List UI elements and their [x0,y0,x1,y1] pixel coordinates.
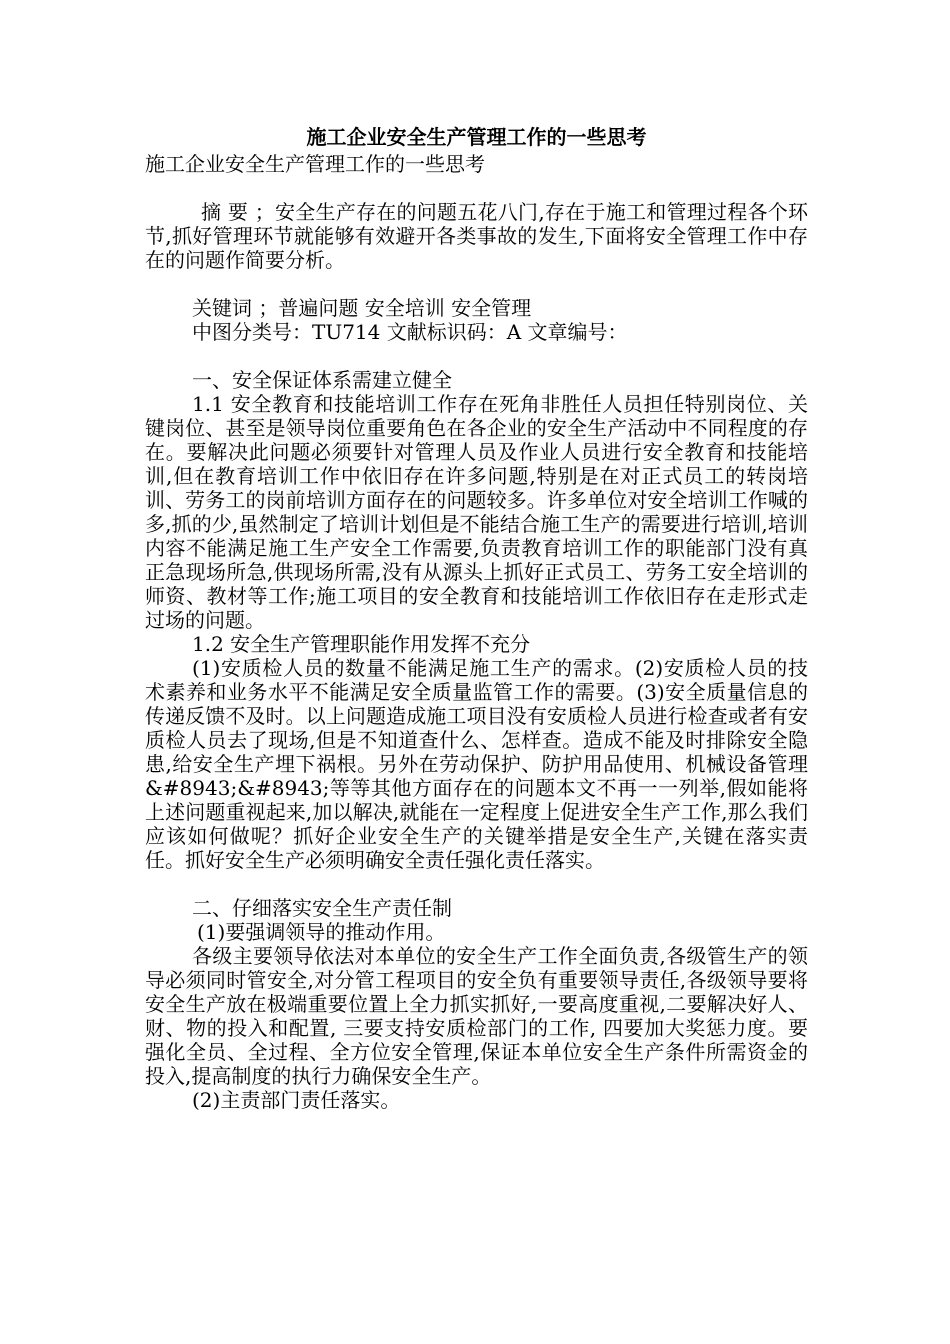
section-2-1-paragraph: 各级主要领导依法对本单位的安全生产工作全面负责,各级管生产的领导必须同时管安全,对分管工程项目的安全负有重要领导责任,各级领导要将安全生产放在极端重要位置上全力抓实抓好,一要高度重视,二要解决好人、财、物的投入和配置, 三要支持安质检部门的工作, 四要加大奖惩力度。要强化全员、全过程、全方位安全管理,保证本单位安全生产条件所需资金的投入,提高制度的执行力确保安全生产。 [145,944,808,1088]
section-2-1-heading: (1)要强调领导的推动作用。 [197,920,446,944]
spacer [145,872,808,896]
section-1-2-paragraph: (1)安质检人员的数量不能满足施工生产的需求。(2)安质检人员的技术素养和业务水平不能满足安全质量监管工作的需要。(3)安全质量信息的传递反馈不及时。以上问题造成施工项目没有安质检人员进行检查或者有安质检人员去了现场,但是不知道查什么、怎样查。造成不能及时排除安全隐患,给安全生产埋下祸根。另外在劳动保护、防护用品使用、机械设备管理&#8943;&#8943;等等其他方面存在的问题本文不再一一列举,假如能将上述问题重视起来,加以解决,就能在一定程度上促进安全生产工作,那么我们应该如何做呢？抓好企业安全生产的关键举措是安全生产,关键在落实责任。抓好安全生产必须明确安全责任强化责任落实。 [145,656,808,872]
spacer [145,344,808,368]
section-2-2-heading: (2)主责部门责任落实。 [192,1088,401,1112]
document-title: 施工企业安全生产管理工作的一些思考 [306,125,647,149]
section-1-1-paragraph: 1.1 安全教育和技能培训工作存在死角非胜任人员担任特别岗位、关键岗位、甚至是领导岗位重要角色在各企业的安全生产活动中不同程度的存在。要解决此问题必须要针对管理人员及作业人员进行安全教育和技能培训,但在教育培训工作中依旧存在许多问题,特别是在对正式员工的转岗培训、劳务工的岗前培训方面存在的问题较多。许多单位对安全培训工作喊的多,抓的少,虽然制定了培训计划但是不能结合施工生产的需要进行培训,培训内容不能满足施工生产安全工作需要,负责教育培训工作的职能部门没有真正急现场所急,供现场所需,没有从源头上抓好正式员工、劳务工安全培训的师资、教材等工作;施工项目的安全教育和技能培训工作依旧存在走形式走过场的问题。 [145,392,808,632]
classification-line: 中图分类号：TU714 文献标识码：A 文章编号： [192,320,628,344]
abstract-paragraph: 摘 要 ；安全生产存在的问题五花八门,存在于施工和管理过程各个环节,抓好管理环节就能够有效避开各类事故的发生,下面将安全管理工作中存在的问题作简要分析。 [145,200,808,272]
section-1-heading: 一、安全保证体系需建立健全 [192,368,452,392]
document-subtitle: 施工企业安全生产管理工作的一些思考 [145,152,485,176]
section-2-heading: 二、仔细落实安全生产责任制 [192,896,452,920]
spacer [145,176,808,200]
section-1-2-heading: 1.2 安全生产管理职能作用发挥不充分 [192,632,531,656]
keywords-line: 关键词 ；普遍问题 安全培训 安全管理 [192,296,532,320]
spacer [145,272,808,296]
